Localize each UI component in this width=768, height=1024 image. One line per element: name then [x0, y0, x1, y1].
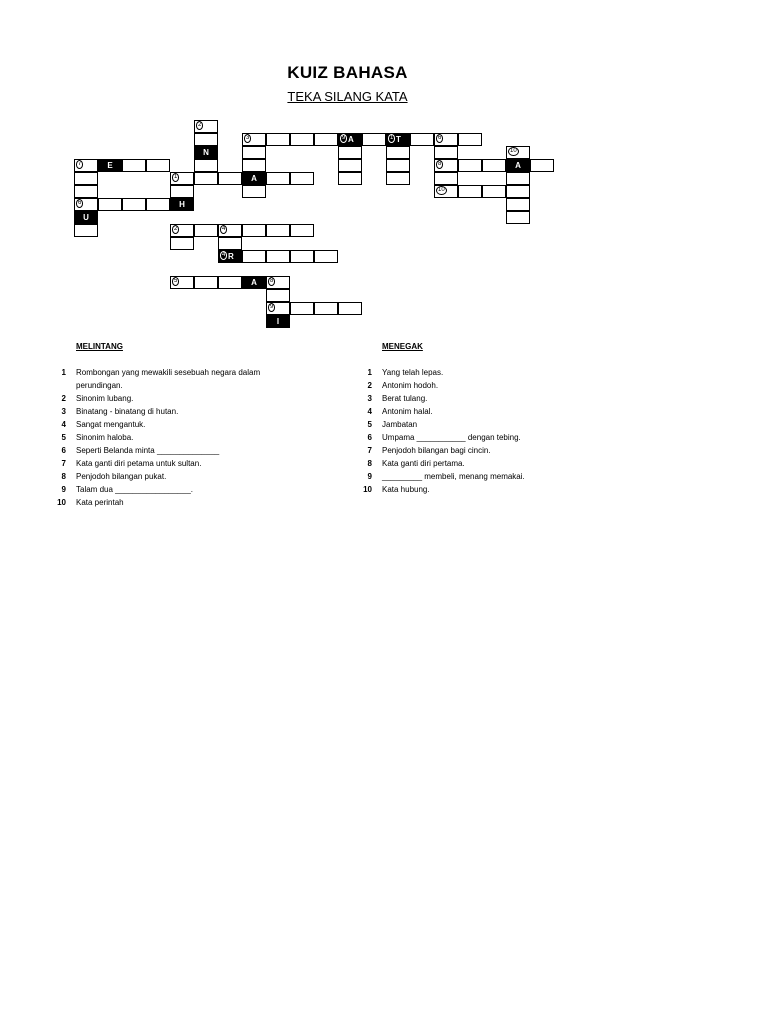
clue-number: 1 [367, 368, 372, 377]
crossword-cell[interactable] [362, 133, 386, 146]
clue-item [46, 431, 276, 444]
clue-number: 4 [222, 226, 226, 232]
clue-text: _________ membeli, menang memakai. [382, 472, 525, 481]
crossword-cell[interactable] [170, 224, 194, 237]
crossword-cell[interactable] [530, 159, 554, 172]
crossword-cell[interactable] [266, 172, 290, 185]
crossword-cell[interactable] [338, 302, 362, 315]
clue-text: Kata ganti diri pertama. [382, 459, 465, 468]
crossword-cell[interactable] [194, 146, 218, 159]
crossword-cell[interactable] [506, 185, 530, 198]
crossword-cell[interactable] [242, 159, 266, 172]
clue-text: Antonim halal. [382, 407, 433, 416]
clue-number: 3 [367, 394, 372, 403]
clue-number: 10 [438, 187, 445, 193]
crossword-cell[interactable] [194, 276, 218, 289]
given-letter: N [203, 148, 209, 157]
given-letter: R [228, 252, 234, 261]
crossword-cell[interactable] [242, 224, 266, 237]
crossword-cell[interactable] [506, 211, 530, 224]
clue-text: Umpama ___________ dengan tebing. [382, 433, 521, 442]
clue-text: Kata ganti diri petama untuk sultan. [76, 459, 202, 468]
crossword-cell[interactable] [74, 224, 98, 237]
given-letter: U [83, 213, 89, 222]
clue-item [352, 444, 582, 457]
clue-number: 6 [367, 433, 372, 442]
given-letter: E [107, 161, 113, 170]
crossword-cell[interactable] [434, 146, 458, 159]
clue-item [352, 457, 582, 470]
crossword-cell[interactable] [218, 237, 242, 250]
crossword-cell[interactable] [434, 185, 458, 198]
clue-number: 5 [174, 278, 178, 284]
crossword-cell[interactable] [266, 133, 290, 146]
clue-text: Sinonim haloba. [76, 433, 134, 442]
crossword-cell[interactable] [146, 159, 170, 172]
crossword-cell[interactable] [122, 198, 146, 211]
given-letter: A [515, 161, 521, 170]
clue-number: 1 [61, 368, 66, 377]
crossword-cell[interactable] [242, 250, 266, 263]
clue-number: 8 [270, 278, 274, 284]
crossword-cell[interactable] [338, 133, 362, 146]
crossword-cell[interactable] [194, 120, 218, 133]
crossword-cell[interactable] [98, 159, 122, 172]
crossword-cell[interactable] [170, 172, 194, 185]
clue-number: 6 [61, 446, 66, 455]
crossword-cell[interactable] [98, 198, 122, 211]
crossword-cell[interactable] [506, 159, 530, 172]
clue-item [352, 379, 582, 392]
given-letter: A [251, 278, 257, 287]
crossword-cell[interactable] [482, 159, 506, 172]
crossword-cell[interactable] [338, 146, 362, 159]
clue-text: Berat tulang. [382, 394, 428, 403]
menegak-heading: MENEGAK [382, 342, 423, 351]
clue-text: Kata hubung. [382, 485, 430, 494]
clue-text: Rombongan yang mewakili sesebuah negara dalam perundingan. [76, 368, 261, 390]
crossword-cell[interactable] [314, 250, 338, 263]
clue-item [46, 470, 276, 483]
crossword-cell[interactable] [434, 172, 458, 185]
melintang-heading: MELINTANG [76, 342, 123, 351]
clue-number: 10 [57, 498, 66, 507]
clue-item [46, 457, 276, 470]
clue-item [352, 366, 582, 379]
crossword-cell[interactable] [218, 250, 242, 263]
crossword-cell[interactable] [410, 133, 434, 146]
clue-item [46, 405, 276, 418]
crossword-cell[interactable] [242, 172, 266, 185]
clue-text: Jambatan [382, 420, 418, 429]
clue-item [46, 418, 276, 431]
crossword-cell[interactable] [242, 146, 266, 159]
crossword-cell[interactable] [482, 185, 506, 198]
crossword-cell[interactable] [170, 276, 194, 289]
clue-number: 5 [61, 433, 66, 442]
crossword-cell[interactable] [194, 224, 218, 237]
crossword-cell[interactable] [290, 224, 314, 237]
crossword-cell[interactable] [338, 172, 362, 185]
clue-item [352, 470, 582, 483]
clue-number: 8 [367, 459, 372, 468]
crossword-cell[interactable] [458, 159, 482, 172]
clue-number: 10 [363, 485, 372, 494]
clue-number: 2 [198, 122, 202, 128]
crossword-cell[interactable] [266, 289, 290, 302]
crossword-cell[interactable] [266, 315, 290, 328]
page-subtitle: TEKA SILANG KATA [287, 89, 408, 104]
crossword-cell[interactable] [290, 172, 314, 185]
crossword-cell[interactable] [194, 172, 218, 185]
clue-text: Penjodoh bilangan pukat. [76, 472, 167, 481]
crossword-cell[interactable] [386, 172, 410, 185]
given-letter: A [348, 135, 354, 144]
crossword-cell[interactable] [218, 276, 242, 289]
clue-text: Sangat mengantuk. [76, 420, 146, 429]
clue-number: 8 [438, 161, 442, 167]
clue-item [352, 405, 582, 418]
clue-number: 4 [61, 420, 66, 429]
clue-number: 8 [61, 472, 66, 481]
clue-number: 7 [61, 459, 66, 468]
crossword-cell[interactable] [338, 159, 362, 172]
crossword-cell[interactable] [458, 185, 482, 198]
crossword-cell[interactable] [266, 224, 290, 237]
crossword-cell[interactable] [506, 146, 530, 159]
page-title: KUIZ BAHASA [287, 63, 408, 82]
clue-number: 4 [367, 407, 372, 416]
crossword-cell[interactable] [242, 185, 266, 198]
clue-number: 9 [367, 472, 372, 481]
clue-item [46, 444, 276, 457]
clue-text: Antonim hodoh. [382, 381, 439, 390]
crossword-cell[interactable] [218, 172, 242, 185]
crossword-cell[interactable] [170, 185, 194, 198]
crossword-cell[interactable] [170, 237, 194, 250]
crossword-cell[interactable] [506, 198, 530, 211]
crossword-cell[interactable] [266, 250, 290, 263]
clue-item [352, 431, 582, 444]
crossword-cell[interactable] [74, 159, 98, 172]
crossword-cell[interactable] [266, 302, 290, 315]
crossword-cell[interactable] [314, 302, 338, 315]
clue-number: 2 [174, 226, 178, 232]
clue-item [352, 392, 582, 405]
crossword-cell[interactable] [506, 172, 530, 185]
crossword-cell[interactable] [74, 185, 98, 198]
crossword-cell[interactable] [242, 276, 266, 289]
clue-text: Yang telah lepas. [382, 368, 444, 377]
crossword-cell[interactable] [146, 198, 170, 211]
clue-number: 1 [390, 135, 394, 141]
clue-item [352, 483, 582, 496]
clue-number: 7 [78, 161, 82, 167]
clue-text: Kata perintah [76, 498, 124, 507]
clue-number: 9 [270, 304, 274, 310]
clue-text: Talam dua _________________. [76, 485, 193, 494]
crossword-cell[interactable] [74, 172, 98, 185]
crossword-cell[interactable] [266, 276, 290, 289]
crossword-cell[interactable] [194, 159, 218, 172]
clue-text: Seperti Belanda minta ______________ [76, 446, 220, 455]
clue-number: 10 [510, 148, 517, 154]
clue-number: 7 [367, 446, 372, 455]
given-letter: A [251, 174, 257, 183]
crossword-cell[interactable] [458, 133, 482, 146]
clue-number: 6 [78, 200, 82, 206]
crossword-cell[interactable] [122, 159, 146, 172]
crossword-cell[interactable] [386, 159, 410, 172]
menegak-clue-list [352, 366, 582, 496]
clue-item [352, 418, 582, 431]
crossword-cell[interactable] [386, 146, 410, 159]
given-letter: I [276, 317, 280, 326]
crossword-cell[interactable] [434, 133, 458, 146]
crossword-grid [0, 0, 768, 340]
clue-number: 1 [174, 174, 178, 180]
clue-number: 9 [342, 135, 346, 141]
clue-text: Sinonim lubang. [76, 394, 134, 403]
clue-number: 3 [246, 135, 250, 141]
clue-item [46, 392, 276, 405]
crossword-cell[interactable] [434, 159, 458, 172]
melintang-clue-list [46, 366, 276, 509]
given-letter: H [179, 200, 185, 209]
given-letter: T [396, 135, 401, 144]
crossword-cell[interactable] [74, 211, 98, 224]
clue-number: 6 [438, 135, 442, 141]
clue-number: 2 [61, 394, 66, 403]
crossword-cell[interactable] [290, 133, 314, 146]
clue-number: 5 [367, 420, 372, 429]
clue-item [46, 496, 276, 509]
clue-number: 2 [367, 381, 372, 390]
crossword-cell[interactable] [290, 302, 314, 315]
clue-text: Penjodoh bilangan bagi cincin. [382, 446, 491, 455]
crossword-cell[interactable] [386, 133, 410, 146]
clue-text: Binatang - binatang di hutan. [76, 407, 179, 416]
crossword-cell[interactable] [242, 133, 266, 146]
clue-item [46, 366, 276, 392]
crossword-cell[interactable] [194, 133, 218, 146]
crossword-cell[interactable] [74, 198, 98, 211]
crossword-cell[interactable] [170, 198, 194, 211]
crossword-cell[interactable] [290, 250, 314, 263]
clue-item [46, 483, 276, 496]
clue-number: 9 [61, 485, 66, 494]
clue-number: 3 [61, 407, 66, 416]
crossword-cell[interactable] [218, 224, 242, 237]
crossword-cell[interactable] [314, 133, 338, 146]
clue-number: 4 [222, 252, 226, 258]
